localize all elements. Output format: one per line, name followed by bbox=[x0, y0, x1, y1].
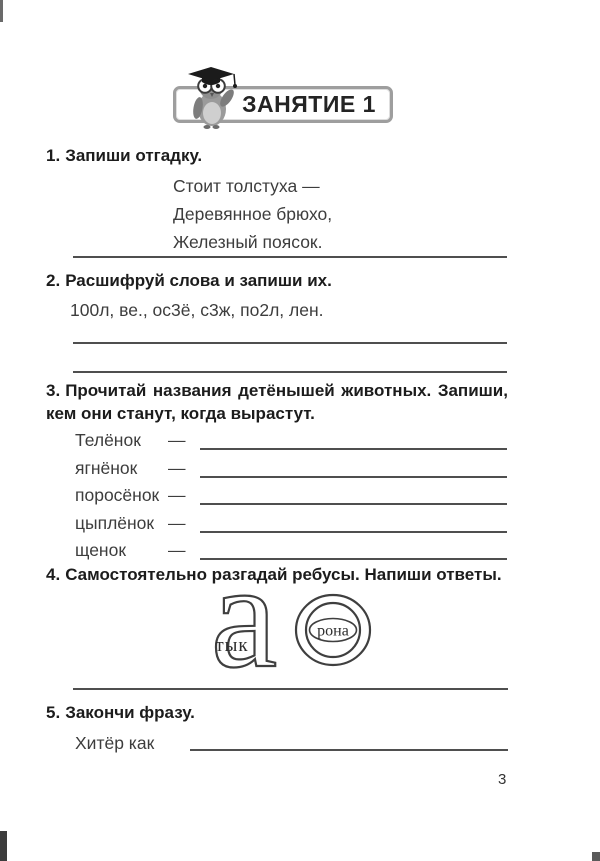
exercise-1-heading bbox=[46, 146, 202, 166]
list-item bbox=[75, 539, 507, 567]
lesson-title: ЗАНЯТИЕ 1 bbox=[242, 91, 376, 117]
animal-baby-label: цыплёнок bbox=[75, 512, 155, 533]
riddle-line: Железный поясок. bbox=[173, 232, 323, 252]
answer-blank-line bbox=[200, 448, 507, 450]
exercise-5-heading bbox=[46, 703, 195, 723]
scan-artifact bbox=[0, 0, 3, 22]
answer-blank-line bbox=[73, 342, 507, 344]
exercise-3-heading bbox=[46, 380, 508, 425]
owl-graduate-icon bbox=[185, 64, 241, 132]
answer-blank-line bbox=[73, 371, 507, 373]
page-number: 3 bbox=[498, 771, 507, 788]
rebus-inner-word: тык bbox=[215, 635, 249, 656]
phrase-prompt: Хитёр как bbox=[75, 733, 155, 753]
riddle-line: Стоит толстуха — bbox=[173, 176, 320, 196]
exercise-number: 2. bbox=[46, 271, 61, 290]
dash: — bbox=[168, 540, 186, 560]
animal-baby-label: щенок bbox=[75, 540, 126, 560]
exercise-number: 1. bbox=[46, 146, 61, 165]
exercise-4-heading bbox=[46, 565, 508, 585]
exercise-number: 3. bbox=[46, 381, 61, 400]
list-item bbox=[75, 484, 507, 512]
answer-blank-line bbox=[200, 503, 507, 505]
rebus-letter-a-icon bbox=[196, 589, 291, 669]
list-item bbox=[75, 429, 507, 457]
answer-blank-line bbox=[73, 688, 508, 690]
rebus-inner-word: рона bbox=[317, 622, 349, 640]
answer-blank-line bbox=[190, 749, 508, 751]
animal-babies-list bbox=[75, 429, 507, 567]
answer-blank-line bbox=[73, 256, 507, 258]
animal-baby-label: ягнёнок bbox=[75, 457, 138, 478]
riddle-line: Деревянное брюхо, bbox=[173, 204, 333, 224]
exercise-title: Самостоятельно разгадай ребусы. Напиши ответы. bbox=[65, 565, 502, 584]
rebus-letter-o-icon bbox=[288, 592, 380, 670]
cipher-words: 100л, ве., ос3ё, с3ж, по2л, лен. bbox=[70, 300, 324, 320]
answer-blank-line bbox=[200, 476, 507, 478]
exercise-title: Запиши отгадку. bbox=[65, 146, 203, 165]
exercise-number: 4. bbox=[46, 565, 61, 584]
dash: — bbox=[168, 430, 186, 450]
list-item bbox=[75, 512, 507, 540]
exercise-title: Расшифруй слова и запиши их. bbox=[65, 271, 332, 290]
scan-artifact bbox=[0, 831, 7, 861]
dash: — bbox=[168, 512, 186, 533]
list-item bbox=[75, 457, 507, 485]
exercise-title: Закончи фразу. bbox=[65, 703, 195, 722]
riddle-text bbox=[173, 172, 332, 256]
exercise-2-heading bbox=[46, 271, 332, 291]
dash: — bbox=[168, 485, 186, 505]
answer-blank-line bbox=[200, 531, 507, 533]
animal-baby-label: поросёнок bbox=[75, 485, 160, 505]
exercise-number: 5. bbox=[46, 703, 61, 722]
dash: — bbox=[168, 457, 186, 478]
rebus-big-letter bbox=[211, 589, 278, 669]
scan-artifact bbox=[592, 852, 600, 861]
animal-baby-label: Телёнок bbox=[75, 430, 141, 450]
answer-blank-line bbox=[200, 558, 507, 560]
exercise-title: Прочитай названия детёнышей животных. Запиши, кем они станут, когда вырастут. bbox=[46, 381, 508, 423]
